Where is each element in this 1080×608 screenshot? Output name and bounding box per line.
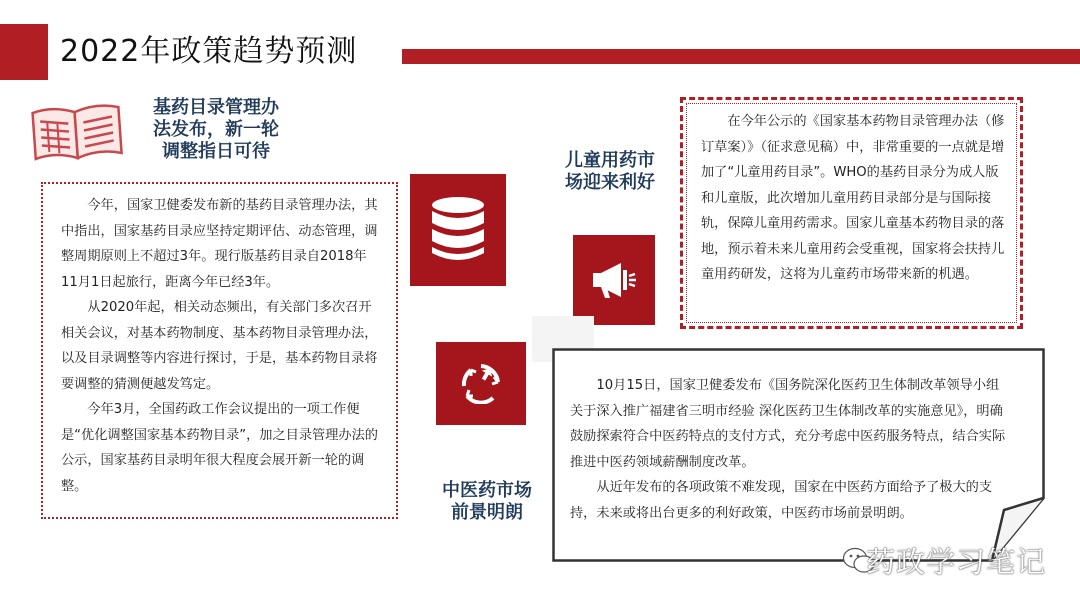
section1-body [61, 193, 382, 499]
database-tile [410, 174, 506, 286]
database-icon [429, 195, 487, 265]
section1-paragraph: 今年，国家卫健委发布新的基药目录管理办法，其中指出，国家基药目录应坚持定期评估、动态管理，调整周期原则上不超过3年。现行版基药目录自2018年11月1日起旅行，距离今年已经3年。 [61, 198, 378, 290]
section2-body [701, 109, 1006, 288]
section3-paragraph: 从近年发布的各项政策不难发现，国家在中医药方面给予了极大的支持，未来或将出台更多的利好政策，中医药市场前景明朗。 [570, 480, 993, 521]
section2-heading-line1: 儿童用药市 [565, 150, 655, 171]
section2-heading-line2: 场迎来利好 [565, 172, 655, 193]
section1-paragraph: 从2020年起，相关动态频出，有关部门多次召开相关会议，对基本药物制度、基本药物目录管理办法，以及目录调整等内容进行探讨，于是，基本药物目录将要调整的猜测便越发笃定。 [61, 300, 378, 392]
open-book-icon [28, 100, 126, 164]
title-rule-bar [402, 49, 1080, 64]
section1-heading-line1: 基药目录管理办 [153, 97, 279, 118]
section1-heading-line2: 法发布，新一轮 [153, 119, 279, 140]
section3-heading-line1: 中医药市场 [442, 480, 532, 501]
watermark-text: 药政学习笔记 [865, 545, 1046, 579]
section2-text-box [686, 103, 1017, 323]
section2-text-box-outer [680, 97, 1023, 329]
section2-paragraph: 在今年公示的《国家基本药物目录管理办法（修订草案）》（征求意见稿）中，非常重要的一点就是增加了“儿童用药目录”。WHO的基药目录分为成人版和儿童版，此次增加儿童用药目录部分是与国际接轨，保障儿童用药需求。国家儿童基本药物目录的落地，预示着未来儿童用药会受重视，国家将会扶持儿童用药研发，这将为儿童药市场带来新的机遇。 [701, 114, 1005, 282]
recycle-tile [436, 342, 526, 425]
section3-paragraph: 10月15日，国家卫健委发布《国务院深化医药卫生体制改革领导小组关于深入推广福建省三明市经验 深化医药卫生体制改革的实施意见》，明确鼓励探索符合中医药特点的支付方式，充分考虑中医药服务特点，结合实际推进中医药领域薪酬制度改革。 [570, 378, 1006, 470]
section3-body [570, 373, 1012, 526]
page-title: 2022年政策趋势预测 [60, 34, 358, 69]
section1-heading [148, 97, 284, 163]
section3-heading [435, 480, 539, 524]
section2-heading [557, 150, 663, 194]
megaphone-icon [591, 260, 637, 300]
section1-heading-line3: 调整指日可待 [162, 141, 270, 162]
section1-paragraph: 今年3月，全国药政工作会议提出的一项工作便是“优化调整国家基本药物目录”，加之目录管理办法的公示，国家基药目录明年很大程度会展开新一轮的调整。 [61, 402, 378, 494]
recycle-icon [461, 364, 501, 404]
title-accent-block [0, 24, 48, 80]
megaphone-tile [573, 235, 655, 325]
section3-heading-line2: 前景明朗 [451, 502, 523, 523]
section3-note-card [552, 348, 1045, 562]
section1-text-box [41, 182, 398, 519]
